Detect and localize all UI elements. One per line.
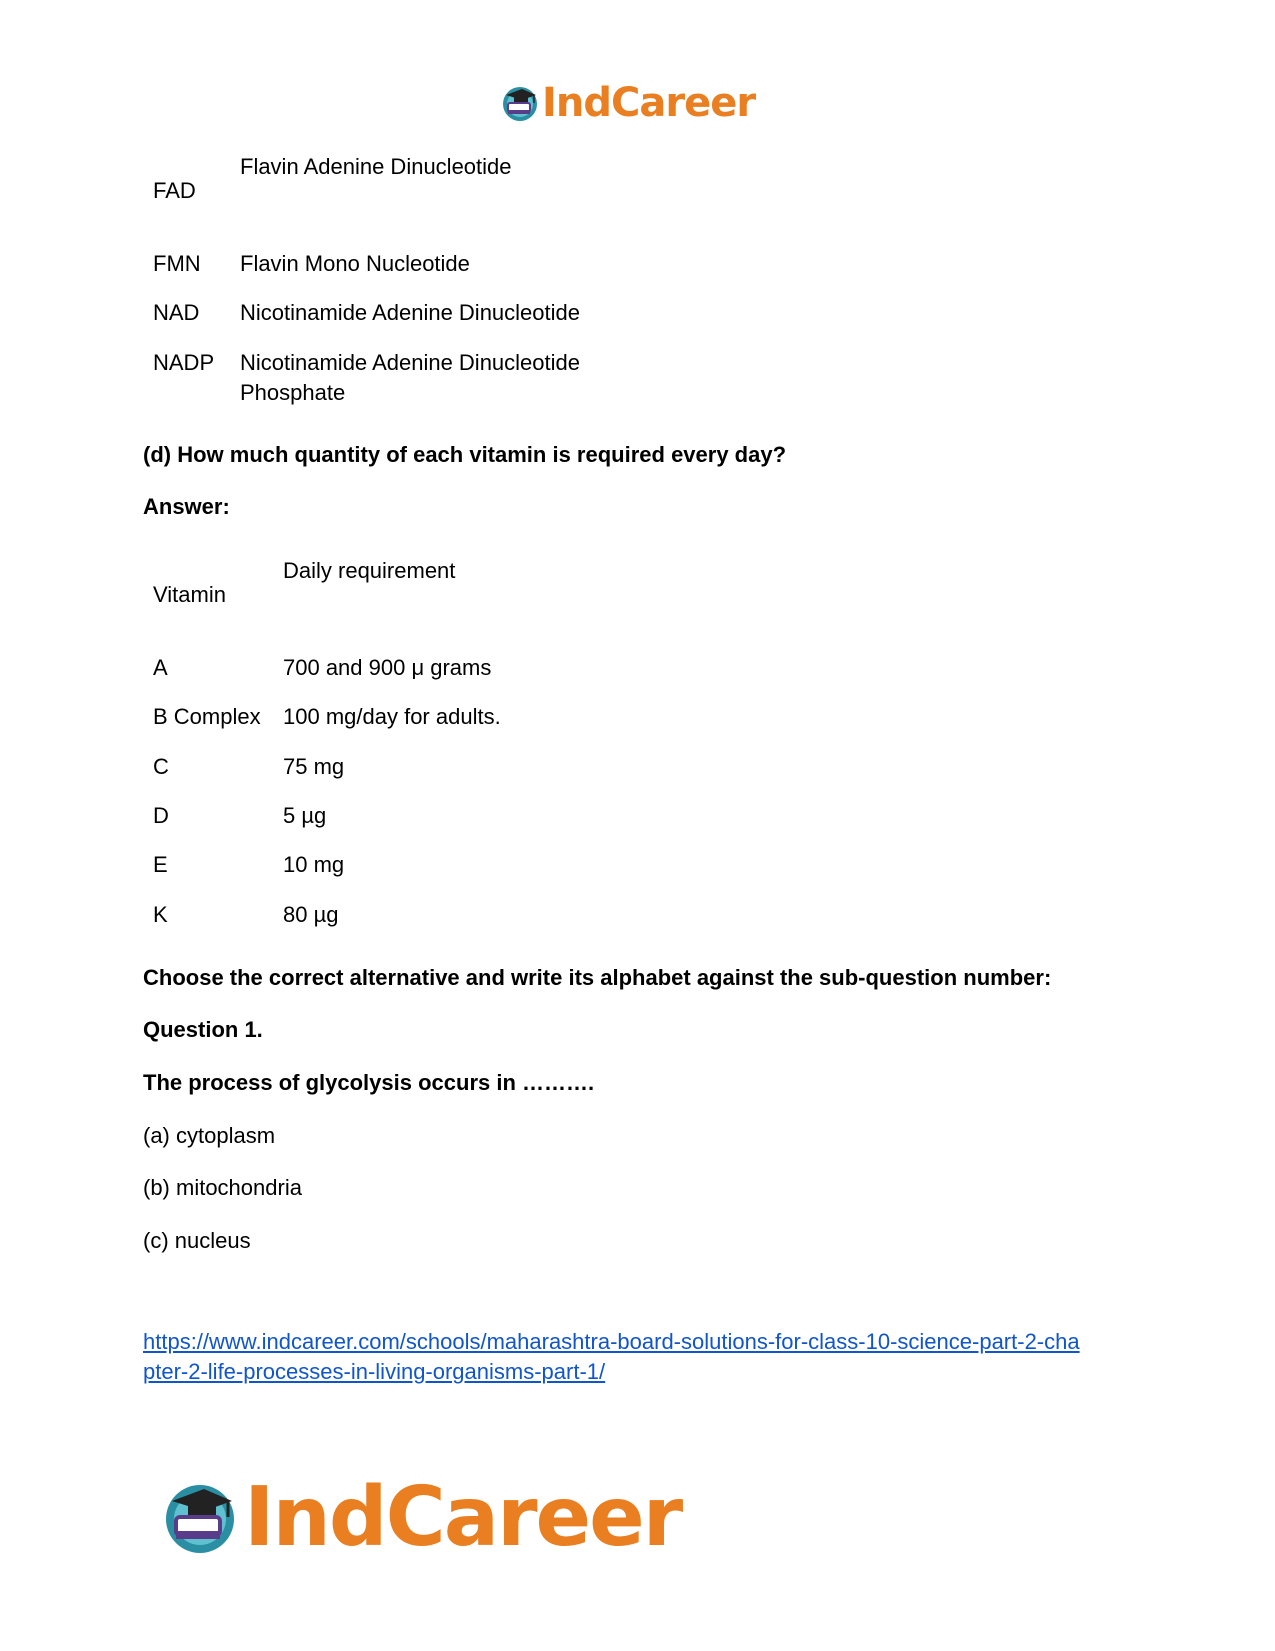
full-form-cell: Nicotinamide Adenine Dinucleotide (240, 300, 580, 325)
vitamin-requirement: 100 mg/day for adults. (283, 704, 501, 729)
brand-name: IndCareer (244, 1469, 682, 1565)
option-a: (a) cytoplasm (143, 1123, 276, 1148)
vitamin-name: K (153, 902, 168, 927)
table-header-requirement: Daily requirement (283, 558, 456, 583)
source-link-line-1[interactable]: https://www.indcareer.com/schools/maharashtra-board-solutions-for-class-10-science-part-2-cha (143, 1329, 1080, 1354)
vitamin-requirement: 75 mg (283, 754, 345, 779)
full-form-cell: Flavin Mono Nucleotide (240, 251, 470, 276)
abbr-cell: FMN (153, 251, 201, 276)
abbr-cell: FAD (153, 178, 196, 203)
option-c: (c) nucleus (143, 1228, 251, 1253)
vitamin-name: A (153, 655, 168, 680)
graduation-cap-book-globe-icon (160, 1477, 240, 1557)
abbr-cell: NAD (153, 300, 200, 325)
full-form-cell: Nicotinamide Adenine Dinucleotide (240, 350, 580, 375)
question-1-label: Question 1. (143, 1017, 263, 1042)
abbr-cell: NADP (153, 350, 215, 375)
vitamin-requirement: 80 µg (283, 902, 339, 927)
vitamin-requirement: 10 mg (283, 852, 345, 877)
source-link[interactable] (143, 1327, 1143, 1387)
brand-name: IndCareer (542, 80, 756, 126)
source-link-line-2[interactable]: pter-2-life-processes-in-living-organisms-part-1/ (143, 1359, 606, 1384)
vitamin-requirement: 700 and 900 μ grams (283, 655, 492, 680)
section-heading: Choose the correct alternative and write its alphabet against the sub-question number: (143, 965, 1052, 990)
option-b: (b) mitochondria (143, 1175, 302, 1200)
graduation-cap-book-globe-icon (500, 83, 540, 123)
vitamin-name: E (153, 852, 168, 877)
full-form-cell: Flavin Adenine Dinucleotide (240, 154, 512, 179)
vitamin-name: C (153, 754, 169, 779)
vitamin-requirement: 5 µg (283, 803, 327, 828)
full-form-cell-continued: Phosphate (240, 380, 346, 405)
footer-logo (160, 1469, 700, 1565)
header-logo (500, 78, 770, 128)
answer-label: Answer: (143, 494, 230, 519)
vitamin-name: B Complex (153, 704, 261, 729)
vitamin-name: D (153, 803, 169, 828)
table-header-vitamin: Vitamin (153, 582, 226, 607)
question-d: (d) How much quantity of each vitamin is required every day? (143, 442, 787, 467)
question-1-text: The process of glycolysis occurs in ………. (143, 1070, 595, 1095)
